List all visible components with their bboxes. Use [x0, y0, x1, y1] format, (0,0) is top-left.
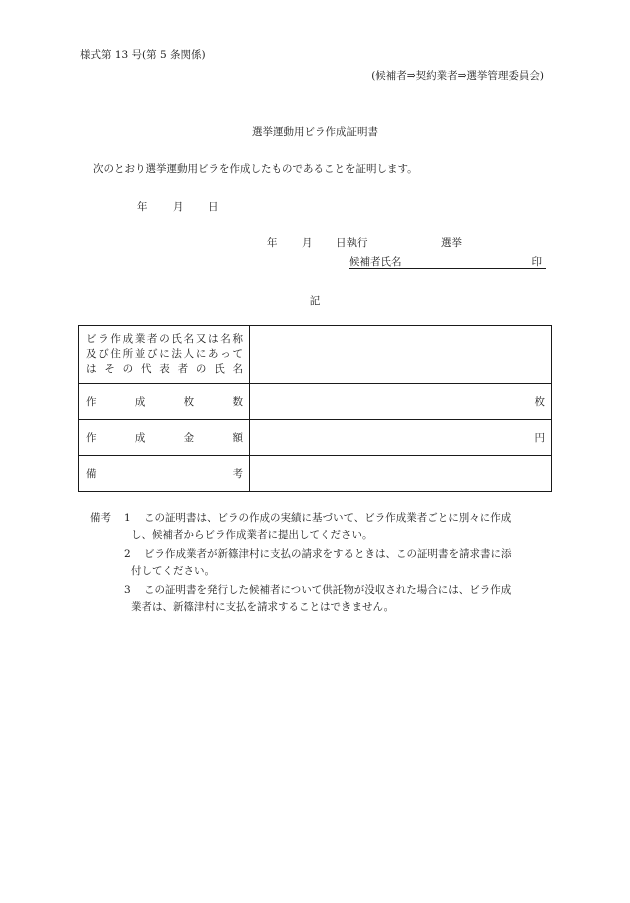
label-char: 成 — [122, 333, 134, 345]
note-line: この証明書を発行した候補者について供託物が没収された場合には、ビラ作成 — [144, 584, 512, 596]
label-char: 又 — [195, 333, 207, 345]
table-row — [79, 326, 552, 384]
label-char: 及 — [86, 348, 97, 361]
label-char: 金 — [183, 431, 195, 444]
label-line — [86, 332, 243, 347]
label-char: 住 — [110, 348, 121, 361]
label-char: 備 — [86, 467, 97, 480]
intro-statement: 次のとおり選挙運動用ビラを作成したものであることを証明します。 — [93, 163, 418, 175]
label-char: 作 — [110, 333, 121, 345]
label-char: 称 — [232, 333, 243, 345]
label-char: の — [159, 333, 170, 345]
document-title: 選挙運動用ビラ作成証明書 — [252, 126, 378, 138]
label-char: は — [208, 333, 219, 345]
label-char: あ — [208, 348, 219, 361]
amount-field — [250, 419, 552, 455]
quantity-field — [250, 383, 552, 419]
note-line: 業者は、新篠津村に支払を請求することはできません。 — [131, 601, 395, 613]
amount-label — [79, 419, 250, 455]
table-row — [79, 383, 552, 419]
label-char: 成 — [134, 431, 146, 444]
date-year: 年 — [137, 201, 148, 213]
label-char: の — [122, 363, 134, 376]
table-row — [79, 419, 552, 455]
label-char: て — [232, 348, 243, 361]
exec-year: 年 — [267, 237, 278, 249]
label-char: 成 — [134, 395, 146, 408]
label-char: 額 — [232, 431, 243, 444]
certificate-table — [78, 325, 552, 492]
label-char: 名 — [183, 333, 195, 345]
remarks-label — [79, 455, 250, 491]
date-day: 日 — [208, 201, 219, 213]
note-number: 1 — [124, 512, 131, 524]
note-line: ビラ作成業者が新篠津村に支払の請求をするときは、この証明書を請求書に添 — [144, 548, 512, 560]
quantity-label — [79, 383, 250, 419]
label-char: 作 — [86, 395, 97, 408]
candidate-signature-line — [349, 255, 546, 269]
label-char: 業 — [134, 333, 146, 345]
candidate-name-label: 候補者氏名 — [349, 256, 402, 268]
label-char: 作 — [86, 431, 97, 444]
label-char: ラ — [98, 333, 109, 345]
label-char: っ — [220, 348, 231, 361]
label-char: 氏 — [214, 363, 225, 376]
label-char: 代 — [140, 363, 152, 376]
note-line: し、候補者からビラ作成業者に提出してください。 — [131, 529, 373, 541]
label-char: 名 — [232, 363, 243, 376]
amount-unit: 円 — [534, 431, 545, 444]
ki-heading: 記 — [309, 295, 321, 307]
label-char: そ — [104, 363, 115, 376]
label-char: 考 — [232, 467, 243, 480]
notes-heading: 備考 — [90, 512, 111, 524]
seal-mark: 印 — [531, 256, 542, 268]
label-line — [86, 347, 243, 362]
label-char: 所 — [122, 348, 134, 361]
note-line: この証明書は、ビラの作成の実績に基づいて、ビラ作成業者ごとに別々に作成 — [144, 512, 512, 524]
vendor-name-field — [250, 326, 552, 384]
election-name: 選挙 — [441, 237, 462, 249]
note-number: 3 — [124, 584, 131, 596]
label-char: 数 — [232, 395, 243, 408]
quantity-unit: 枚 — [534, 395, 545, 408]
label-char: 者 — [177, 363, 189, 376]
label-char: 表 — [159, 363, 170, 376]
routing-note: (候補者⇒契約業者⇒選挙管理委員会) — [371, 70, 544, 82]
form-number: 様式第 13 号(第 5 条関係) — [80, 49, 206, 61]
note-line: 付してください。 — [131, 565, 215, 577]
remarks-field — [250, 455, 552, 491]
label-char: に — [159, 348, 170, 361]
exec-month: 月 — [302, 237, 313, 249]
label-char: 名 — [220, 333, 231, 345]
label-char: 人 — [183, 348, 195, 361]
date-month: 月 — [173, 201, 184, 213]
table-row — [79, 455, 552, 491]
label-char: 法 — [171, 348, 182, 361]
label-char: 氏 — [171, 333, 182, 345]
label-char: 枚 — [183, 395, 195, 408]
label-char: ビ — [86, 333, 97, 345]
label-line — [86, 362, 243, 377]
label-char: に — [195, 348, 207, 361]
vendor-name-label — [79, 326, 250, 384]
label-char: 並 — [134, 348, 146, 361]
note-number: 2 — [124, 548, 131, 560]
label-char: の — [195, 363, 207, 376]
label-char: は — [86, 363, 97, 376]
label-char: び — [98, 348, 109, 361]
exec-day: 日執行 — [336, 237, 368, 249]
label-char: び — [147, 348, 158, 361]
label-char: 者 — [147, 333, 158, 345]
